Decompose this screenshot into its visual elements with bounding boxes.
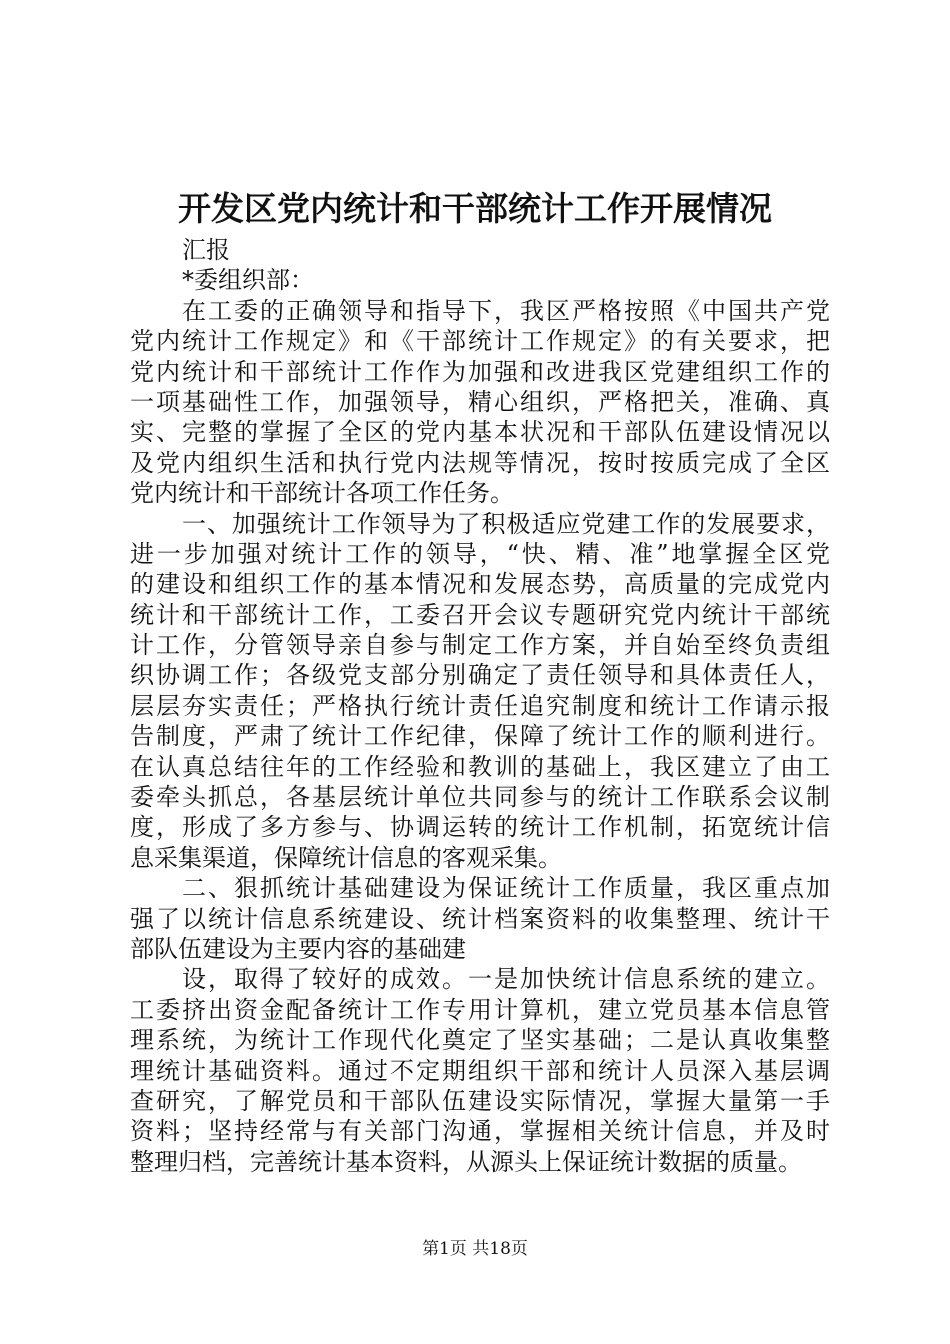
paragraph-line: 党内统计和干部统计工作作为加强和改进我区党建组织工作的	[130, 357, 830, 386]
paragraph-line: 进一步加强对统计工作的领导，“快、精、准”地掌握全区党	[130, 539, 830, 568]
paragraph-line: 二、狠抓统计基础建设为保证统计工作质量，我区重点加	[182, 874, 830, 903]
paragraph-line: 织协调工作；各级党支部分别确定了责任领导和具体责任人，	[130, 661, 830, 690]
paragraph-line: 查研究，了解党员和干部队伍建设实际情况，掌握大量第一手	[130, 1086, 830, 1115]
paragraph-line: 实、完整的掌握了全区的党内基本状况和干部队伍建设情况以	[130, 418, 830, 447]
paragraph-line: 工委挤出资金配备统计工作专用计算机，建立党员基本信息管	[130, 995, 830, 1024]
paragraph-line: 及党内组织生活和执行党内法规等情况，按时按质完成了全区	[130, 448, 830, 477]
paragraph-line: 统计和干部统计工作，工委召开会议专题研究党内统计干部统	[130, 600, 830, 629]
paragraph-line: 一、加强统计工作领导为了积极适应党建工作的发展要求，	[182, 509, 830, 538]
salutation-line: *委组织部：	[182, 266, 314, 295]
paragraph-line: 的建设和组织工作的基本情况和发展态势，高质量的完成党内	[130, 570, 830, 599]
paragraph-line: 委牵头抓总，各基层统计单位共同参与的统计工作联系会议制	[130, 783, 830, 812]
page-footer: 第1页 共18页	[422, 1239, 528, 1259]
paragraph-line: 理系统，为统计工作现代化奠定了坚实基础；二是认真收集整	[130, 1026, 830, 1055]
paragraph-line: 资料；坚持经常与有关部门沟通，掌握相关统计信息，并及时	[130, 1117, 830, 1146]
paragraph-line: 在工委的正确领导和指导下，我区严格按照《中国共产党	[182, 296, 830, 325]
subtitle-line: 汇报	[182, 236, 230, 264]
paragraph-line: 党内统计工作规定》和《干部统计工作规定》的有关要求，把	[130, 327, 830, 356]
paragraph	[130, 873, 830, 964]
paragraph-line: 一项基础性工作，加强领导，精心组织，严格把关，准确、真	[130, 387, 830, 416]
paragraph-line: 层层夯实责任；严格执行统计责任追究制度和统计工作请示报	[130, 691, 830, 720]
paragraph-line: 整理归档，完善统计基本资料，从源头上保证统计数据的质量。	[130, 1147, 802, 1176]
paragraph-line: 度，形成了多方参与、协调运转的统计工作机制，拓宽统计信	[130, 813, 830, 842]
paragraph-line: 党内统计和干部统计各项工作任务。	[130, 479, 514, 508]
paragraph	[130, 296, 830, 509]
paragraph-line: 部队伍建设为主要内容的基础建	[130, 934, 466, 963]
paragraph-line: 设，取得了较好的成效。一是加快统计信息系统的建立。	[182, 965, 830, 994]
document-title: 开发区党内统计和干部统计工作开展情况	[178, 189, 772, 228]
paragraphs-container	[130, 296, 830, 1177]
paragraph-line: 计工作，分管领导亲自参与制定工作方案，并自始至终负责组	[130, 631, 830, 660]
paragraph-line: 强了以统计信息系统建设、统计档案资料的收集整理、统计干	[130, 904, 830, 933]
paragraph-line: 息采集渠道，保障统计信息的客观采集。	[130, 843, 562, 872]
paragraph-line: 告制度，严肃了统计工作纪律，保障了统计工作的顺利进行。	[130, 722, 830, 751]
paragraph-line: 在认真总结往年的工作经验和教训的基础上，我区建立了由工	[130, 752, 830, 781]
document-body	[130, 235, 830, 1177]
paragraph-line: 理统计基础资料。通过不定期组织干部和统计人员深入基层调	[130, 1056, 830, 1085]
paragraph	[130, 964, 830, 1177]
paragraph	[130, 509, 830, 874]
